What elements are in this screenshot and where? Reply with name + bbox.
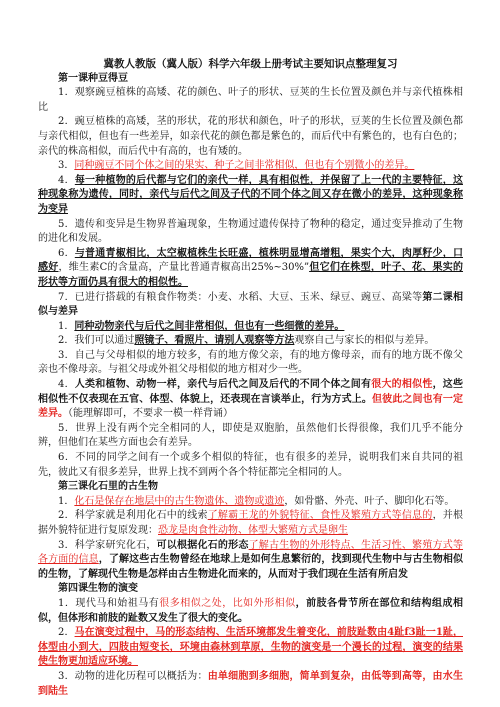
- lesson-2-item-4: [38, 378, 463, 422]
- lesson-1-heading: 第一课种豆得豆: [58, 72, 128, 84]
- item-text: 2．豌豆植株的高矮，茎的形状，花的形状和颜色，叶子的形状，豆荚的生长位置及颜色都与亲代相似，但也有一些差异，如亲代花的颜色都是紫色的，而后代中有紫色的，也有白色的；亲代的株高相似，而后代中有高的，也有矮的。: [38, 116, 463, 157]
- lesson-2-item-3: [38, 349, 463, 378]
- highlight-bold-underline: 同种动物亲代与后代之间非常相似，但也有一些细微的差异。: [74, 320, 345, 332]
- lesson-4-item-3: [38, 670, 463, 699]
- item-text: 6．不同的同学之间有一个或多个相似的特征，也有很多的差异，说明我们来自共同的祖先，彼此又有很多差异，世界上找不到两个各个特征都完全相同的人。: [38, 452, 463, 478]
- highlight-bold: 人类和植物、动物一样，亲代与后代之间及后代的不同个体之间有: [74, 379, 372, 391]
- lesson-4-heading: 第四课生物的演变: [58, 583, 138, 595]
- lesson-2-item-5: [38, 422, 463, 451]
- item-text: 观察自己与家长的相似与差异。: [294, 335, 435, 347]
- highlight-red-underline: 了解古生物的外形特点、生活习性、繁殖方式等各方面的信息: [38, 539, 464, 566]
- lesson-2-item-1: [38, 320, 463, 335]
- highlight-red-underline: 了解霸王龙的外貌特征、食性及繁殖方式等信息的: [207, 510, 433, 522]
- lesson-3-item-1: [38, 495, 463, 510]
- lesson-3-heading: 第三课化石里的古生物: [58, 481, 158, 493]
- document-body: [38, 57, 463, 699]
- lesson-4-item-1: [38, 597, 463, 626]
- lesson-1-item-2: [38, 115, 463, 159]
- document-title: 冀教人教版（冀人版）科学六年级上册考试主要知识点整理复习: [103, 58, 398, 70]
- highlight-red-underline: 同种豌豆不同个体之间的果实、种子之间非常相似，但也有个别微小的差异。: [74, 160, 415, 172]
- highlight-bold: 可以根据化石的形态: [156, 539, 249, 551]
- item-text: ，维生素C的含量高，产量比普通青椒高出25%~30%”: [58, 262, 310, 274]
- lesson-1-item-7: [38, 291, 463, 320]
- item-text: 1．观察豌豆植株的高矮、花的颜色、叶子的形状、豆荚的生长位置及颜色并与亲代植株相比: [38, 87, 463, 113]
- lesson-1-item-1: [38, 86, 463, 115]
- item-text: ，并根据外貌特征进行复原发现：: [38, 510, 464, 536]
- item-number: 4．: [58, 379, 75, 391]
- item-number: 1．: [58, 320, 75, 332]
- item-number: 3．: [58, 160, 75, 172]
- item-number: 6．: [58, 247, 75, 259]
- item-text: 2．我们可以通过: [58, 335, 135, 347]
- lesson-2-item-6: [38, 451, 463, 480]
- item-text: 7．已进行搭载的有粮食作物类：小麦、水稻、大豆、玉米、绿豆、豌豆、高粱等: [58, 291, 423, 303]
- lesson-1-item-3: [38, 159, 463, 174]
- highlight-bold: ，前肢各骨节所在部位和结构组成相似，但体形和前肢的趾数又发生了很大的变化。: [38, 597, 463, 624]
- highlight-red-underline: 化石是保存在地层中的古生物遗体、遗物或遗迹: [74, 495, 285, 507]
- highlight-bold-underline: 照镜子、看照片、请别人观察等方法: [134, 335, 295, 347]
- item-text: 5．世界上没有两个完全相同的人，即使是双胞胎，虽然他们长得很像，我们几乎不能分辨，但他们在某些方面也会有差异。: [38, 422, 463, 449]
- lesson-1-item-4: [38, 174, 463, 218]
- lesson-1-item-6: [38, 247, 463, 291]
- lesson-3-item-3: [38, 539, 463, 583]
- lesson-2-item-2: [38, 334, 463, 349]
- item-text: 3．科学家研究化石，: [58, 539, 157, 551]
- highlight-red-bold: 但彼此之间也有一定差异。: [38, 393, 464, 420]
- highlight-bold-underline: 但它们在株型，叶子、花、果实的形状等方面仍具有很大的相似性。: [38, 262, 464, 288]
- highlight-red-bold-underline: 马在演变过程中，马的形态结构、生活环境都发生着变化，前肢趾数由4趾f3趾一1趾，体型由小到大，四肢由短变长，环境由森林到草原，生物的演变是一个漫长的过程，演变的结果使生物更加适应环境。: [38, 627, 463, 668]
- highlight-bold: ，这些相似性不仅表现在五官、体型、体貌上，还表现在言谈举止，行为方式上。: [38, 379, 464, 405]
- item-text: 1．现代马和始祖马有: [58, 597, 160, 609]
- item-number: 2．: [58, 627, 75, 639]
- item-number: 1．: [58, 495, 75, 507]
- lesson-1-item-5: [38, 218, 463, 247]
- lesson-2-heading: 第二课相似与差异: [38, 291, 463, 318]
- highlight-red: 很多相似之处，比如外形相似: [159, 597, 296, 609]
- item-note: （能理解即可，不要求一模一样背诵）: [68, 408, 233, 420]
- highlight-red-bold: 很大的相似性: [371, 379, 433, 391]
- highlight-red-bold: 由单细胞到多细胞，简单到复杂，由低等到高等，由水生到陆生: [38, 670, 463, 697]
- highlight-bold-underline: 与普通青椒相比，太空椒植株生长旺盛，植株明显增高增粗，果实个大，肉厚籽少，口感好: [38, 247, 463, 274]
- highlight-red-underline: 恐龙是肉食性动物、体型大繁殖方式是卵生: [158, 525, 348, 536]
- highlight-bold-underline: 每一种植物的后代都与它们的亲代一样，具有相似性，并保留了上一代的主要特征，这种现象称为遗传，同时，亲代与后代之间及子代的不同个体之间又存在微小的差异，这种现象称为变异: [38, 174, 463, 215]
- lesson-4-item-2: [38, 626, 463, 670]
- item-number: 4．: [58, 174, 75, 186]
- item-text: 3．动物的进化历程可以概括为：: [58, 670, 208, 682]
- item-text: 3．自己与父母相似的地方较多，有的地方像父亲，有的地方像母亲，而有的地方既不像父亲也不像母亲。与祖父母或外祖父母相似的地方相对少一些。: [38, 349, 463, 376]
- item-text: ，如骨骼、外壳、叶子、脚印化石等。: [284, 495, 455, 507]
- item-text: 2．科学家就是利用化石中的线索: [58, 510, 208, 522]
- lesson-3-item-2: [38, 509, 463, 538]
- item-text: 5．遗传和变异是生物界普遍现象，生物通过遗传保持了物种的稳定，通过变异推动了生物的进化和发展。: [38, 218, 463, 245]
- highlight-bold: ，了解这些古生物曾经在地球上是如何生息繁衍的，找到现代生物中与古生物相似的生物，了解现代生物是怎样由古生物进化而来的，从而对于我们现在生活有所启发: [38, 554, 464, 580]
